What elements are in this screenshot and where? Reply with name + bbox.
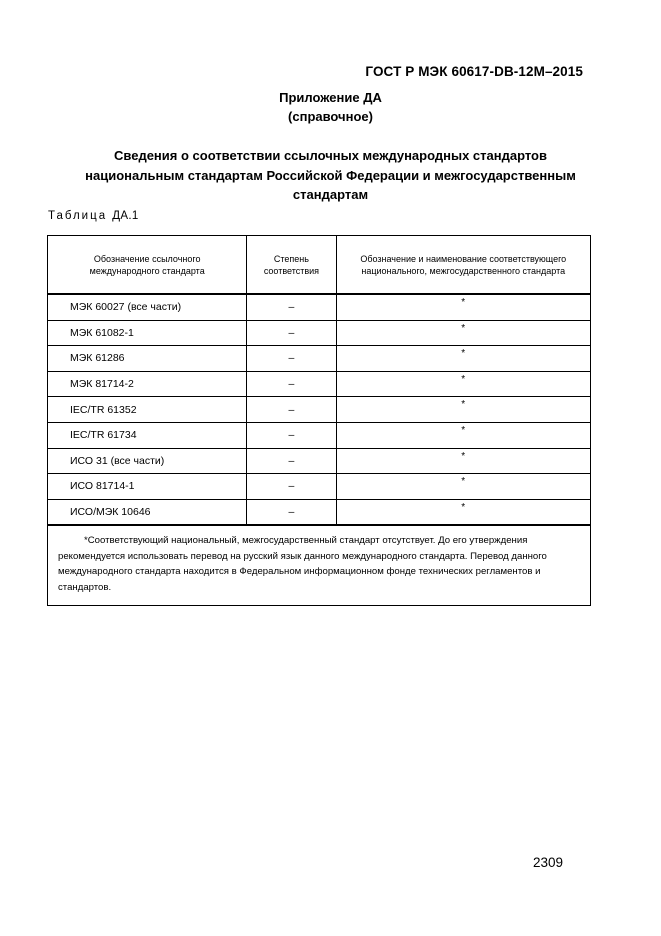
cell-national: * — [336, 346, 590, 372]
table-row — [48, 371, 591, 397]
header-national-standard — [336, 236, 590, 295]
header-reference-standard — [48, 236, 247, 295]
header-text: Обозначение и наименование соответствующего — [360, 253, 567, 264]
cell-degree: – — [247, 499, 336, 525]
cell-degree: – — [247, 397, 336, 423]
table-header-row — [48, 236, 591, 295]
cell-degree: – — [247, 422, 336, 448]
cell-standard: МЭК 61082-1 — [48, 320, 247, 346]
table-caption-label: Таблица — [48, 210, 108, 222]
cell-degree: – — [247, 474, 336, 500]
header-text: соответствия — [263, 265, 320, 276]
cell-standard: ИСО 81714-1 — [48, 474, 247, 500]
table-row — [48, 320, 591, 346]
table-footnote-row — [48, 525, 591, 606]
cell-degree: – — [247, 294, 336, 320]
table-caption-number: ДА.1 — [112, 210, 139, 222]
cell-degree: – — [247, 346, 336, 372]
cell-national: * — [336, 422, 590, 448]
annex-subtitle: (справочное) — [288, 109, 373, 124]
section-heading-line: национальным стандартам Российской Федерации и межгосударственным — [85, 167, 576, 183]
header-text: международного стандарта — [89, 265, 205, 276]
cell-national: * — [336, 294, 590, 320]
cell-degree: – — [247, 371, 336, 397]
table-row — [48, 448, 591, 474]
cell-national: * — [336, 397, 590, 423]
table-row — [48, 346, 591, 372]
correspondence-table — [47, 235, 591, 606]
section-heading-line: Сведения о соответствии ссылочных международных стандартов — [114, 148, 547, 163]
table-row — [48, 499, 591, 525]
table-row — [48, 397, 591, 423]
table-row — [48, 294, 591, 320]
cell-degree: – — [247, 320, 336, 346]
cell-national: * — [336, 474, 590, 500]
cell-national: * — [336, 371, 590, 397]
section-heading — [40, 146, 621, 205]
document-code: ГОСТ Р МЭК 60617-DB-12M–2015 — [365, 64, 583, 79]
table-row — [48, 474, 591, 500]
table-caption — [48, 210, 139, 222]
table-row — [48, 422, 591, 448]
section-heading-line: стандартам — [292, 187, 369, 202]
cell-standard: ИСО 31 (все части) — [48, 448, 247, 474]
header-text: национального, межгосударственного стандарта — [361, 265, 566, 276]
cell-standard: ИСО/МЭК 10646 — [48, 499, 247, 525]
annex-title: Приложение ДА — [279, 90, 382, 105]
cell-standard: МЭК 61286 — [48, 346, 247, 372]
header-text: Степень — [273, 253, 309, 264]
table-footnote: *Соответствующий национальный, межгосударственный стандарт отсутствует. До его утверждения рекомендуется использовать перевод на русский язык данного международного стандарта. Перевод данного международного стандарта находится в Федеральном информационном фонде технических регламентов и стандартов. — [48, 525, 591, 606]
header-text: Обозначение ссылочного — [93, 253, 201, 264]
cell-national: * — [336, 320, 590, 346]
cell-standard: IEC/TR 61734 — [48, 422, 247, 448]
cell-standard: МЭК 81714-2 — [48, 371, 247, 397]
cell-standard: МЭК 60027 (все части) — [48, 294, 247, 320]
cell-national: * — [336, 499, 590, 525]
header-degree — [247, 236, 336, 295]
cell-standard: IEC/TR 61352 — [48, 397, 247, 423]
cell-national: * — [336, 448, 590, 474]
cell-degree: – — [247, 448, 336, 474]
page-number: 2309 — [532, 855, 563, 870]
